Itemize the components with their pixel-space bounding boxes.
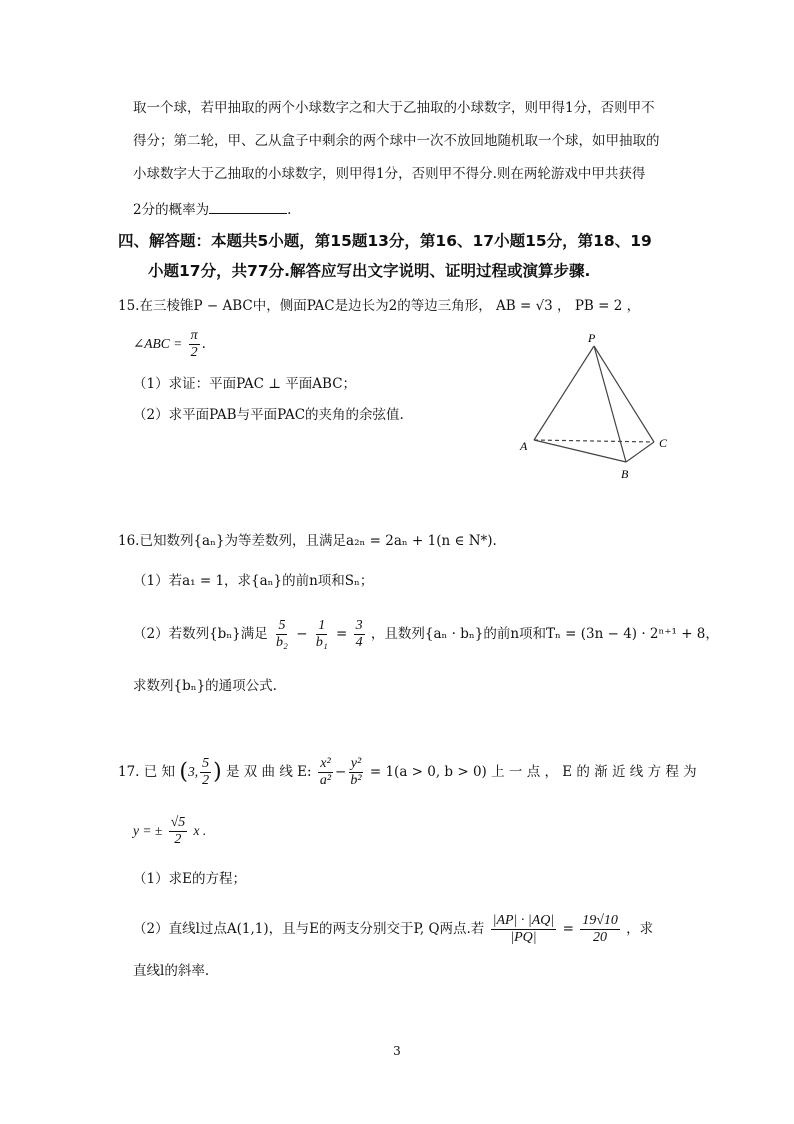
q17-paren-close: ) bbox=[213, 759, 222, 785]
q17-value-den: 20 bbox=[593, 930, 608, 946]
intro-line-3: 小球数字大于乙抽取的小球数字，则甲得1分，否则甲不得分.则在两轮游戏中甲共获得 bbox=[133, 166, 646, 182]
q16-part-2-b: ，且数列{aₙ · bₙ}的前n项和Tₙ = (3n − 4) · 2ⁿ⁺¹ + 8， bbox=[370, 626, 719, 643]
q16-minus: − bbox=[296, 626, 308, 643]
q15-part-1: （1）求证：平面PAC ⊥ 平面ABC； bbox=[133, 376, 357, 392]
label-B: B bbox=[621, 467, 629, 481]
q17-part-1: （1）求E的方程； bbox=[133, 871, 246, 887]
q16-frac-3 bbox=[354, 618, 365, 651]
q17-asym-fraction bbox=[169, 815, 188, 848]
q17-ratio-fraction bbox=[491, 913, 557, 946]
intro-line-4-prefix: 2分的概率为 bbox=[133, 202, 210, 218]
q17-hyp-frac-1 bbox=[318, 756, 333, 789]
q17-point-den: 2 bbox=[202, 773, 210, 789]
q15-line-1: 15.在三棱锥P − ABC中，侧面PAC是边长为2的等边三角形， AB = √3 ， PB = 2 ， bbox=[118, 298, 641, 314]
label-A: A bbox=[520, 439, 528, 453]
q15-angle-line bbox=[133, 328, 206, 361]
intro-line-4-suffix: . bbox=[287, 202, 292, 218]
section-4-heading-line-1: 四、解答题：本题共5小题，第15题13分，第16、17小题15分，第18、19 bbox=[118, 232, 652, 250]
q17-hyp-1-num: x² bbox=[318, 756, 332, 773]
q15-angle-fraction bbox=[189, 328, 200, 361]
section-4-heading-line-2: 小题17分，共77分.解答应写出文字说明、证明过程或演算步骤. bbox=[148, 262, 591, 280]
intro-line-2: 得分；第二轮，甲、乙从盒子中剩余的两个球中一次不放回地随机取一个球，如甲抽取的 bbox=[133, 133, 660, 149]
q16-frac-3-den: 4 bbox=[355, 635, 363, 651]
q16-frac-1 bbox=[274, 618, 290, 651]
tetrahedron-figure bbox=[508, 330, 683, 488]
q16-frac-2-den: b₁ bbox=[315, 635, 328, 651]
q17-part-2-a: （2）直线l过点A(1,1)，且与E的两支分别交于P, Q两点.若 bbox=[133, 921, 485, 938]
q16-frac-2 bbox=[314, 618, 330, 651]
edge-PA bbox=[534, 346, 594, 440]
edge-PC bbox=[594, 346, 654, 442]
q17-ratio-den: |PQ| bbox=[510, 930, 537, 946]
q17-part-2-b: ，求 bbox=[626, 921, 654, 938]
q15-angle-lhs: ∠ABC = bbox=[133, 336, 183, 352]
q16-frac-1-den: b₂ bbox=[276, 635, 288, 651]
q17-asym-den: 2 bbox=[174, 832, 182, 848]
q17-hyp-1-den: a² bbox=[319, 773, 332, 789]
q17-line-1-a: 17. 已 知 bbox=[118, 764, 176, 781]
q16-part-2-a: （2）若数列{bₙ}满足 bbox=[133, 626, 268, 643]
edge-PB bbox=[594, 346, 626, 462]
q16-part-2 bbox=[133, 618, 719, 651]
intro-line-1: 取一个球，若甲抽取的两个小球数字之和大于乙抽取的小球数字，则甲得1分，否则甲不 bbox=[133, 100, 655, 116]
intro-line-4 bbox=[133, 199, 291, 220]
q16-frac-1-num: 5 bbox=[276, 618, 287, 635]
q15-angle-end: . bbox=[201, 336, 206, 353]
label-P: P bbox=[588, 331, 596, 345]
q17-asym-lhs: y = ± bbox=[133, 823, 163, 839]
edge-AC-hidden bbox=[534, 440, 654, 442]
q17-part-2 bbox=[133, 913, 653, 946]
edge-CB bbox=[626, 442, 654, 462]
q17-hyp-2-num: y² bbox=[349, 756, 363, 773]
q17-line-1-b: 是 双 曲 线 E: bbox=[225, 764, 312, 781]
q17-hyp-2-den: b² bbox=[350, 773, 362, 789]
q17-value-num: 19√10 bbox=[580, 913, 620, 930]
q17-ratio-eq: = bbox=[562, 921, 574, 938]
q16-line-1: 16.已知数列{aₙ}为等差数列，且满足a₂ₙ = 2aₙ + 1(n ∈ N*). bbox=[118, 533, 497, 549]
q16-frac-3-num: 3 bbox=[354, 618, 365, 635]
q17-line-1 bbox=[118, 756, 697, 789]
q17-line-1-c: = 1(a > 0, b > 0) 上 一 点 ， E 的 渐 近 线 方 程 为 bbox=[369, 764, 697, 781]
q16-part-1: （1）若a₁ = 1，求{aₙ}的前n项和Sₙ； bbox=[133, 573, 374, 589]
q15-angle-num: π bbox=[189, 328, 200, 345]
q16-frac-2-num: 1 bbox=[316, 618, 327, 635]
q17-hyp-minus: − bbox=[335, 764, 347, 781]
q16-eq: = bbox=[336, 626, 348, 643]
q17-part-2-c: 直线l的斜率. bbox=[133, 963, 210, 979]
label-C: C bbox=[659, 436, 668, 450]
q17-point-x: 3, bbox=[187, 764, 199, 780]
q17-asymptote bbox=[133, 815, 206, 848]
q17-point-fraction bbox=[200, 756, 211, 789]
q17-asym-num: √5 bbox=[169, 815, 188, 832]
q16-part-2-c: 求数列{bₙ}的通项公式. bbox=[133, 678, 277, 694]
q17-ratio-num: |AP| · |AQ| bbox=[491, 913, 557, 930]
edge-AB bbox=[534, 440, 626, 462]
answer-blank[interactable] bbox=[209, 199, 287, 214]
q15-angle-den: 2 bbox=[190, 345, 198, 361]
q17-point-num: 5 bbox=[200, 756, 211, 773]
q15-part-2: （2）求平面PAB与平面PAC的夹角的余弦值. bbox=[133, 407, 404, 423]
q17-value-fraction bbox=[580, 913, 620, 946]
page-number: 3 bbox=[393, 1044, 401, 1058]
q17-paren-open: ( bbox=[179, 759, 188, 785]
q17-hyp-frac-2 bbox=[348, 756, 363, 789]
q17-asym-end: x . bbox=[193, 823, 207, 839]
